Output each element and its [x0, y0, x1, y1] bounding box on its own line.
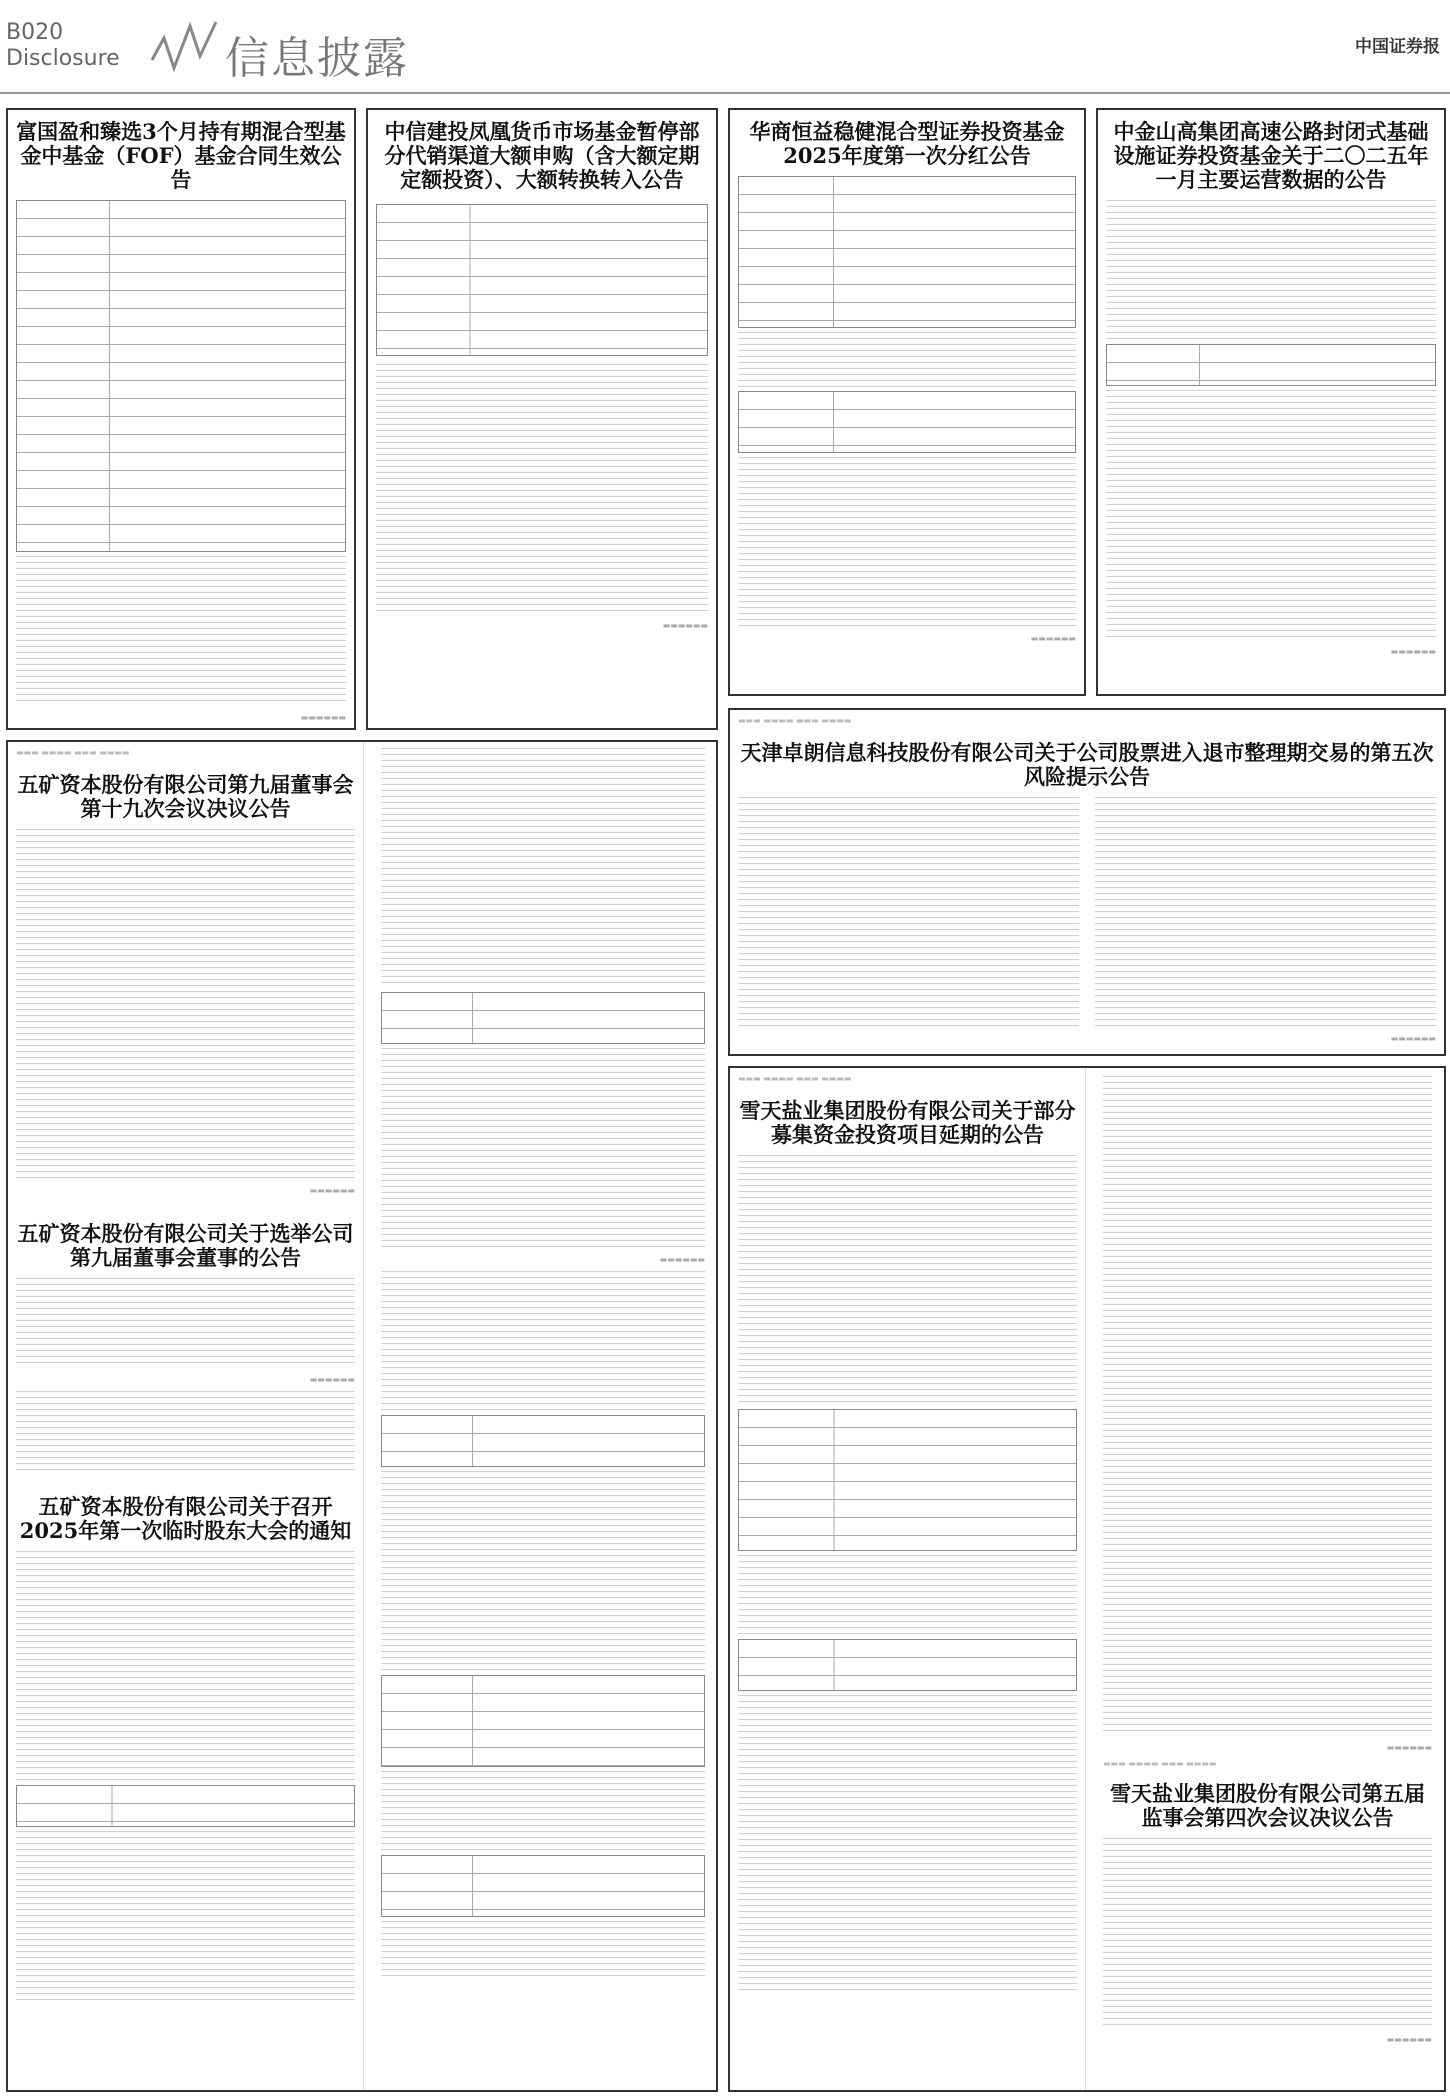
notice-title: 中信建投凤凰货币市场基金暂停部分代销渠道大额申购（含大额定期定额投资）、大额转换转入公告 — [384, 119, 700, 192]
notice-table — [738, 1409, 1077, 1551]
notice-table — [738, 391, 1076, 453]
notice-body — [16, 556, 346, 706]
notice-table — [738, 1639, 1077, 1691]
notice-body — [1106, 200, 1436, 340]
notice-title: 雪天盐业集团股份有限公司第五届监事会第四次会议决议公告 — [1110, 1781, 1425, 1830]
page-number: B020 — [6, 20, 64, 45]
notice-signature: ▬▬▬▬▬▬ — [1390, 647, 1436, 656]
notice-body — [738, 1155, 1077, 1405]
notice-table — [381, 1675, 705, 1767]
section-zigzag-icon — [150, 18, 220, 78]
notice-code: ▬▬▬ ▬▬▬▬ ▬▬▬ ▬▬▬▬ — [1103, 1759, 1217, 1768]
header-rule — [0, 92, 1450, 94]
notice-table — [381, 1415, 705, 1467]
notice-tianjin — [728, 708, 1446, 1056]
notice-code: ▬▬▬ ▬▬▬▬ ▬▬▬ ▬▬▬▬ — [16, 748, 130, 757]
notice-wukuang-group — [6, 740, 718, 2092]
notice-title: 五矿资本股份有限公司第九届董事会第十九次会议决议公告 — [17, 772, 354, 821]
notice-xuetian — [728, 1066, 1446, 2092]
notice-body — [381, 1048, 705, 1248]
notice-signature: ▬▬▬▬▬▬ — [300, 713, 346, 722]
notice-body — [381, 1921, 705, 1981]
notice-body — [738, 332, 1076, 387]
notice-table — [381, 992, 705, 1044]
notice-table — [16, 1785, 355, 1827]
notice-table — [376, 204, 708, 356]
notice-signature: ▬▬▬▬▬▬ — [659, 1255, 705, 1264]
notice-signature: ▬▬▬▬▬▬ — [1390, 1034, 1436, 1043]
notice-title: 中金山高集团高速公路封闭式基础设施证券投资基金关于二〇二五年一月主要运营数据的公告 — [1113, 119, 1429, 192]
notice-body — [16, 1391, 355, 1471]
header-right — [1347, 32, 1440, 57]
notice-code: ▬▬▬ ▬▬▬▬ ▬▬▬ ▬▬▬▬ — [738, 1074, 852, 1083]
notice-code: ▬▬▬ ▬▬▬▬ ▬▬▬ ▬▬▬▬ — [738, 716, 852, 725]
notice-table — [381, 1855, 705, 1917]
notice-body — [16, 1278, 355, 1368]
page-code — [6, 20, 120, 72]
notice-signature: ▬▬▬▬▬▬ — [1386, 1743, 1432, 1752]
notice-body — [381, 1471, 705, 1671]
notice-title: 富国盈和臻选3个月持有期混合型基金中基金（FOF）基金合同生效公告 — [16, 119, 346, 192]
notice-body — [376, 364, 708, 614]
notice-table — [738, 176, 1076, 328]
notice-table — [1106, 344, 1436, 386]
notice-body — [16, 1831, 355, 2001]
notice-body — [381, 1271, 705, 1411]
notice-body — [381, 748, 705, 988]
notice-body — [738, 1555, 1077, 1635]
notice-zhongxin — [366, 108, 718, 730]
notice-huashang — [728, 108, 1086, 696]
notice-fuguo — [6, 108, 356, 730]
notice-signature: ▬▬▬▬▬▬ — [662, 621, 708, 630]
notice-body — [1103, 1076, 1432, 1736]
notice-title: 雪天盐业集团股份有限公司关于部分募集资金投资项目延期的公告 — [739, 1098, 1076, 1147]
notice-body — [16, 1551, 355, 1781]
notice-signature: ▬▬▬▬▬▬ — [309, 1375, 355, 1384]
notice-body — [738, 797, 1079, 1027]
notice-signature: ▬▬▬▬▬▬ — [1386, 2035, 1432, 2044]
notice-body — [381, 1771, 705, 1851]
notice-body — [16, 829, 355, 1179]
notice-zhongjin — [1096, 108, 1446, 696]
notice-body — [1095, 797, 1436, 1027]
notice-title: 华商恒益稳健混合型证券投资基金2025年度第一次分红公告 — [749, 119, 1065, 168]
notice-body — [1103, 1838, 1432, 2028]
page-section-en: Disclosure — [6, 46, 120, 71]
notice-title: 五矿资本股份有限公司关于召开2025年第一次临时股东大会的通知 — [19, 1494, 352, 1543]
newspaper-logo: 中国证券报 — [1355, 37, 1440, 57]
notice-title: 五矿资本股份有限公司关于选举公司第九届董事会董事的公告 — [17, 1221, 354, 1270]
notice-body — [738, 457, 1076, 627]
notice-signature: ▬▬▬▬▬▬ — [1030, 634, 1076, 643]
notice-table — [16, 200, 346, 552]
notice-signature: ▬▬▬▬▬▬ — [309, 1186, 355, 1195]
notice-body — [738, 1695, 1077, 1995]
notice-title: 天津卓朗信息科技股份有限公司关于公司股票进入退市整理期交易的第五次风险提示公告 — [740, 740, 1434, 789]
notice-body — [1106, 390, 1436, 640]
section-title: 信息披露 — [225, 33, 409, 84]
